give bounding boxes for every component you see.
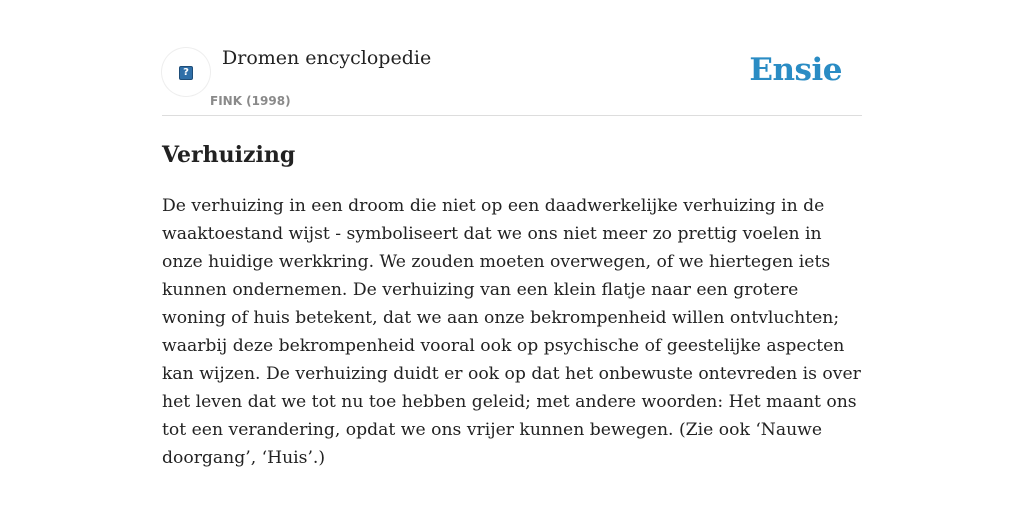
source-title[interactable]: Dromen encyclopedie bbox=[222, 47, 432, 69]
entry-title: Verhuizing bbox=[162, 142, 296, 168]
book-icon[interactable] bbox=[162, 48, 210, 96]
entry-body: De verhuizing in een droom die niet op een daadwerkelijke verhuizing in de waaktoestand wijst - symboliseert dat we ons niet meer zo prettig voelen in onze huidige werkkring. We zouden moeten overwegen, of we hiertegen iets kunnen ondernemen. De verhuizing van een klein flatje naar een grotere woning of huis betekent, dat we aan onze bekrompenheid willen ontvluchten; waarbij deze bekrompenheid vooral ook op psychische of geestelijke aspecten kan wijzen. De verhuizing duidt er ook op dat het onbewuste ontevreden is over het leven dat we tot nu toe hebben geleid; met andere woorden: Het maant ons tot een verandering, opdat we ons vrijer kunnen bewegen. (Zie ook ‘Nauwe doorgang’, ‘Huis’.) bbox=[162, 196, 861, 468]
source-author: FINK (1998) bbox=[210, 94, 291, 108]
question-mark-icon: ? bbox=[179, 66, 193, 80]
ensie-logo[interactable]: Ensie bbox=[749, 52, 842, 88]
source-header bbox=[162, 46, 862, 116]
